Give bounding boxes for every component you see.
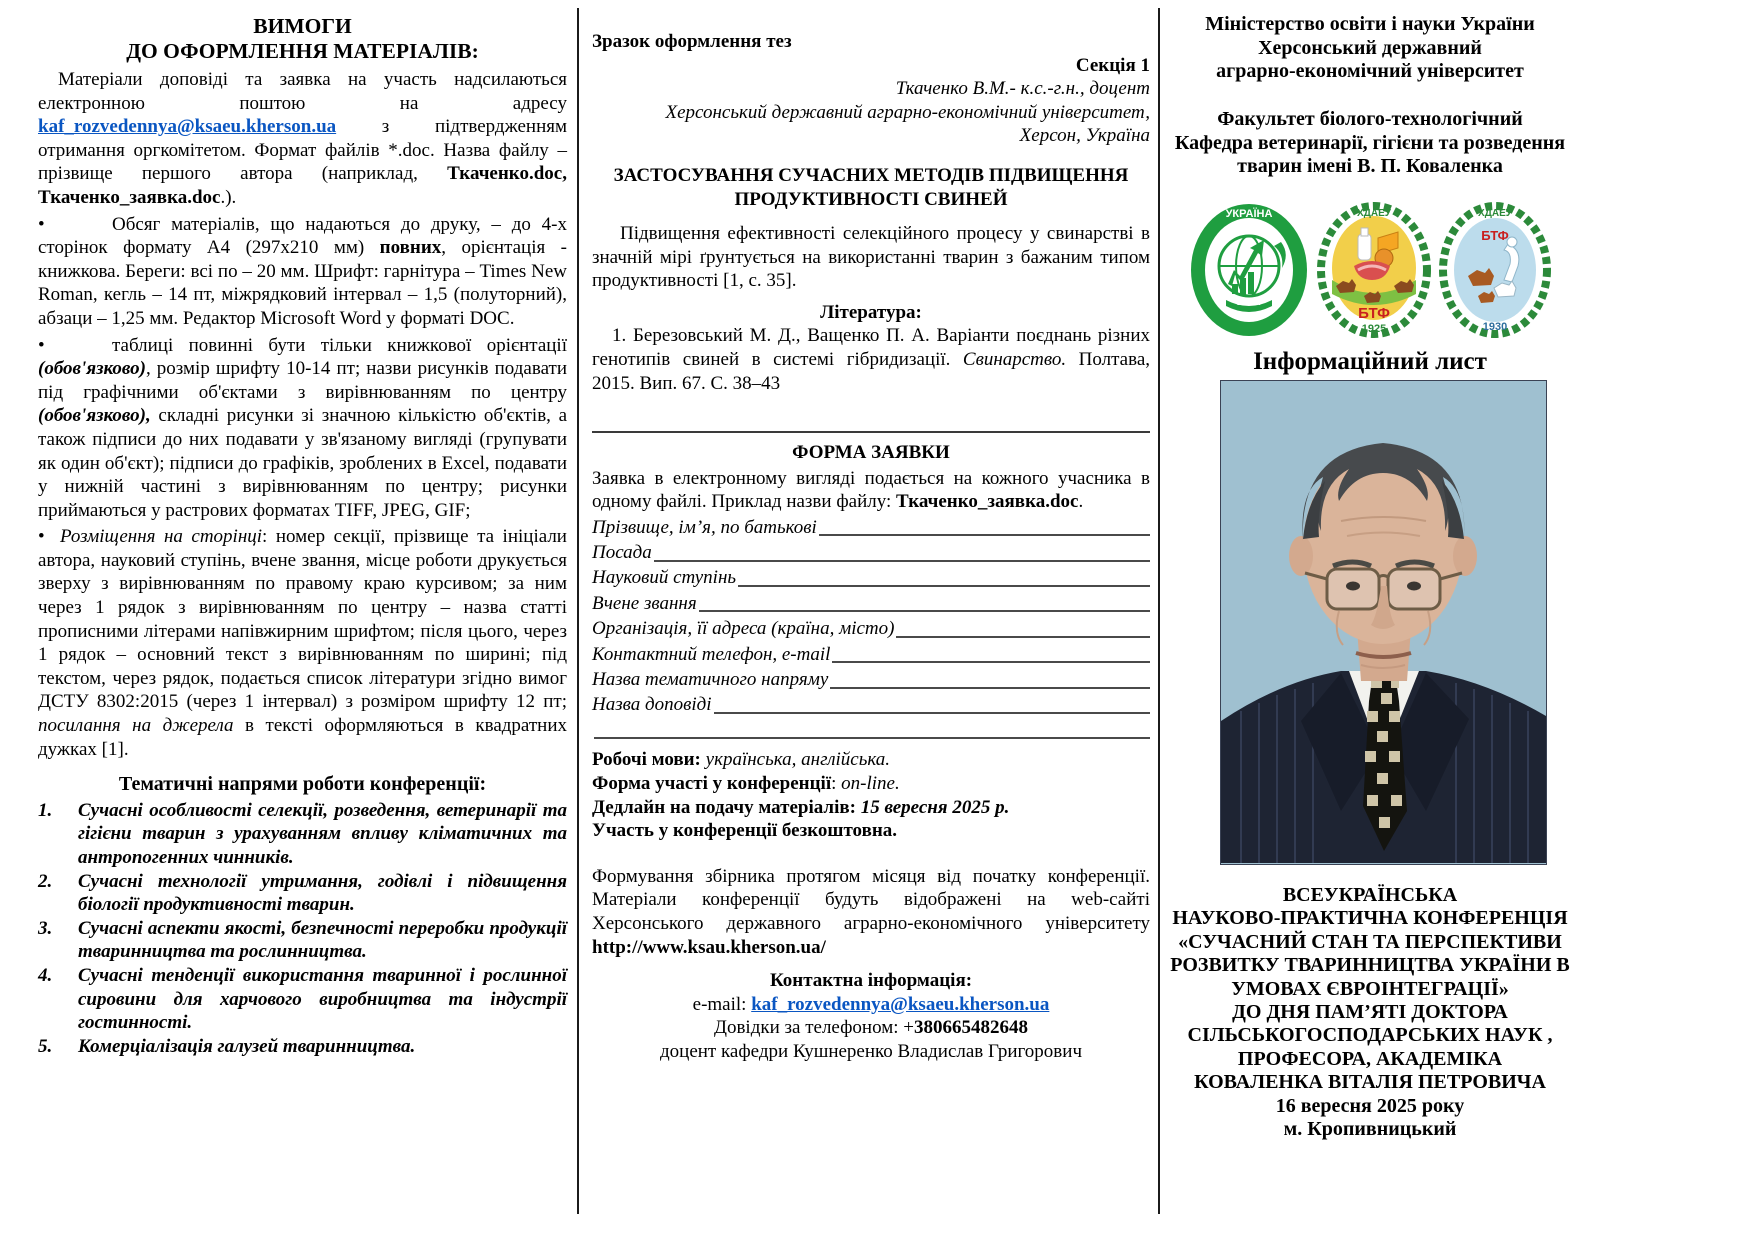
tables-text-2: , розмір шрифту 10-14 пт; назви рисунків подавати під графічними об'єктами з вирівнюванням по центру xyxy=(38,358,567,403)
submission-text-1: Матеріали доповіді та заявка на участь надсилаються електронною поштою на адресу xyxy=(38,69,567,114)
requirements-heading-line2: ДО ОФОРМЛЕННЯ МАТЕРІАЛІВ: xyxy=(126,39,479,63)
email-link[interactable]: kaf_rozvedennya@ksaeu.kherson.ua xyxy=(751,993,1050,1015)
requirements-heading-line1: ВИМОГИ xyxy=(253,14,352,38)
proceedings-text: Формування збірника протягом місяця від початку конференції. Матеріали конференції будуть відображені на web-сайті Херсонського державного аграрно-економічного університету xyxy=(592,865,1150,934)
sample-label: Зразок оформлення тез xyxy=(592,31,792,52)
phone-number: 380665482648 xyxy=(913,1017,1028,1039)
svg-text:БТФ: БТФ xyxy=(1358,305,1390,322)
column-divider-right xyxy=(1158,8,1160,1214)
portrait-image xyxy=(1221,381,1546,864)
working-languages-label: Робочі мови: xyxy=(592,749,701,771)
form-field-blank xyxy=(896,636,1150,638)
ministry-block xyxy=(1168,13,1572,84)
contact-block xyxy=(592,969,1150,1063)
conference-title-line: РОЗВИТКУ ТВАРИННИЦТВА УКРАЇНИ В xyxy=(1170,954,1570,977)
contact-phone-row xyxy=(592,1016,1150,1040)
topic-number: 4. xyxy=(38,964,53,986)
working-languages-value: українська, англійська. xyxy=(700,749,891,771)
topic-item xyxy=(38,799,567,870)
topic-item xyxy=(38,870,567,917)
faculty-line: Факультет біолого-технологічний xyxy=(1217,108,1523,130)
department-emblem-icon xyxy=(1438,200,1552,340)
requirements-heading xyxy=(38,14,567,64)
form-field-label: Організація, її адреса (країна, місто) xyxy=(592,618,895,640)
participation-colon: : xyxy=(831,773,842,795)
topic-text: Сучасні технології утримання, годівлі і підвищення біології продуктивності тварин. xyxy=(78,870,567,916)
volume-text-2: , орієнтація - книжкова. Береги: всі по – 20 мм. Шрифт: гарнітура – Times New Roman, кегль – 14 пт, міжрядковий інтервал – 1,5 (полуторний), абзаци – 1,25 мм. Редактор Microsoft Word у форматі DOC. xyxy=(38,237,567,329)
form-field-label: Назва тематичного напряму xyxy=(592,669,829,691)
conference-title-line: «СУЧАСНИЙ СТАН ТА ПЕРСПЕКТИВИ xyxy=(1178,930,1562,953)
form-intro-text-2: . xyxy=(1078,491,1084,513)
contact-email-row xyxy=(592,993,1150,1017)
svg-text:1874: 1874 xyxy=(1236,296,1262,308)
participation-label: Форма участі у конференції xyxy=(592,773,832,795)
participation-form xyxy=(592,772,1150,796)
bullet-layout xyxy=(38,525,567,761)
panel-requirements xyxy=(38,14,567,1058)
proceedings-note xyxy=(592,865,1150,959)
form-field-blank xyxy=(594,737,1150,739)
bullet-icon: • xyxy=(38,213,45,235)
phone-label: Довідки за телефоном: + xyxy=(714,1017,914,1039)
column-divider-left xyxy=(577,8,579,1214)
sample-title-line2: ПРОДУКТИВНОСТІ СВИНЕЙ xyxy=(734,188,1008,210)
form-field-label: Контактний телефон, e-mail xyxy=(592,643,831,665)
topic-item xyxy=(38,1035,567,1059)
form-intro xyxy=(592,467,1150,514)
deadline-label: Дедлайн на подачу матеріалів: xyxy=(592,796,861,818)
form-field-blank xyxy=(699,610,1150,612)
contact-heading: Контактна інформація: xyxy=(769,970,973,992)
working-languages xyxy=(592,748,1150,772)
form-field-blank xyxy=(830,687,1150,689)
faculty-emblem-icon xyxy=(1316,200,1432,340)
topic-number: 2. xyxy=(38,870,53,892)
conference-title-line: УМОВАХ ЄВРОІНТЕГРАЦІЇ» xyxy=(1231,977,1509,1000)
form-field-phone-email xyxy=(592,641,1150,666)
university-line1: Херсонський державний xyxy=(1258,36,1482,59)
form-intro-text-1: Заявка в електронному вигляді подається на кожного учасника в одному файлі. Приклад назви файлу: xyxy=(592,467,1150,513)
form-heading: ФОРМА ЗАЯВКИ xyxy=(792,442,950,464)
topic-number: 3. xyxy=(38,917,53,939)
svg-text:БТФ: БТФ xyxy=(1481,228,1509,243)
form-field-extra-line xyxy=(592,717,1150,742)
sample-city: Херсон, Україна xyxy=(1019,125,1150,147)
ministry-line: Міністерство освіти і науки України xyxy=(1205,13,1535,35)
svg-text:УКРАЇНА: УКРАЇНА xyxy=(1225,208,1273,220)
form-field-name xyxy=(592,514,1150,539)
topic-text: Комерціалізація галузей тваринництва. xyxy=(78,1035,416,1057)
submission-text-3: .). xyxy=(220,186,237,208)
portrait-photo xyxy=(1220,380,1547,865)
topic-number: 1. xyxy=(38,799,53,821)
bullet-icon: • xyxy=(38,334,45,356)
form-field-degree xyxy=(592,565,1150,590)
layout-text-1: : номер секції, прізвище та ініціали автора, науковий ступінь, вчене звання, місце роботи друкується зверху з вирівнюванням по правому краю курсивом; за ним через 1 рядок з вирівнюванням по центру – назва статті прописними літерами напівжирним шрифтом; після цього, через 1 рядок – основний текст з вирівнюванням по ширині; під текстом, через рядок, подається список літератури згідно вимог ДСТУ 8302:2015 (через 1 інтервал) з розміром шрифту 12 пт; xyxy=(38,526,567,713)
free-participation-note: Участь у конференції безкоштовна. xyxy=(592,820,898,842)
form-field-position xyxy=(592,539,1150,564)
layout-text-2: в тексті оформляються в квадратних дужках [1]. xyxy=(38,715,568,760)
reference-text-1: 1. Березовський М. Д., Ващенко П. А. Варіанти поєднань різних генотипів свиней в системі гібридизації. xyxy=(592,325,1150,370)
form-field-organization xyxy=(592,615,1150,640)
participation-value: on-line. xyxy=(841,773,900,795)
section-label: Секція 1 xyxy=(1075,54,1150,76)
panel-sample-and-form xyxy=(592,30,1150,1064)
reference-text-2: Полтава, 2015. Вип. 67. С. 38–43 xyxy=(592,348,1150,394)
tables-mandatory-1: (обов'язково) xyxy=(38,358,146,380)
emblems-row xyxy=(1168,200,1572,340)
topic-text: Сучасні тенденції використання тваринної і рослинної сировини для харчового виробництва та індустрії гостинності. xyxy=(78,964,567,1034)
contact-person: доцент кафедри Кушнеренко Владислав Григорович xyxy=(660,1040,1082,1062)
separator-line xyxy=(592,411,1150,433)
faculty-block xyxy=(1168,108,1572,179)
svg-text:1930: 1930 xyxy=(1482,321,1508,333)
form-field-label: Вчене звання xyxy=(592,592,697,614)
literature-heading: Література: xyxy=(820,301,922,323)
sample-affiliation: Херсонський державний аграрно-економічний університет, xyxy=(665,101,1150,123)
university-line2: аграрно-економічний університет xyxy=(1216,60,1524,82)
deadline xyxy=(592,796,1150,820)
bullet-tables xyxy=(38,334,567,523)
volume-text-1: Обсяг матеріалів, що надаються до друку, – до 4-х сторінок формату А4 (297х210 мм) xyxy=(38,213,567,259)
topic-item xyxy=(38,917,567,964)
form-field-blank xyxy=(654,560,1150,562)
tables-text-1: таблиці повинні бути тільки книжкової орієнтації xyxy=(112,334,567,356)
svg-text:1925: 1925 xyxy=(1361,323,1387,335)
paragraph-submission xyxy=(38,68,567,210)
form-field-title xyxy=(592,590,1150,615)
sample-title-line1: ЗАСТОСУВАННЯ СУЧАСНИХ МЕТОДІВ ПІДВИЩЕННЯ xyxy=(613,164,1129,186)
conference-date: 16 вересня 2025 року xyxy=(1275,1094,1465,1117)
email-link[interactable]: kaf_rozvedennya@ksaeu.kherson.ua xyxy=(38,116,337,138)
form-field-blank xyxy=(714,712,1150,714)
reference-journal: Свинарство. xyxy=(962,348,1067,370)
svg-text:ХДАЕУ: ХДАЕУ xyxy=(1357,208,1391,219)
conference-title-line: СІЛЬСЬКОГОСПОДАРСЬКИХ НАУК , xyxy=(1187,1024,1553,1047)
form-field-label: Прізвище, ім’я, по батькові xyxy=(592,516,817,538)
layout-italic-2: посилання на джерела xyxy=(38,715,234,737)
topic-text: Сучасні особливості селекції, розведення, ветеринарії та гігієни тварин з урахуванням впливу кліматичних та антропогенних чинників. xyxy=(78,799,567,868)
conference-title-line: ДО ДНЯ ПАМ’ЯТІ ДОКТОРА xyxy=(1232,1001,1508,1024)
reference-item xyxy=(592,324,1150,395)
conference-title-line: ВСЕУКРАЇНСЬКА xyxy=(1282,884,1458,906)
form-field-label: Науковий ступінь xyxy=(592,567,737,589)
sample-abstract: Підвищення ефективності селекційного процесу у свинарстві в значній мірі ґрунтується на використанні тварин з бажаним типом продуктивності [1, с. 35]. xyxy=(592,222,1150,292)
svg-text:ХДАЕУ: ХДАЕУ xyxy=(1478,208,1512,219)
email-label: e-mail: xyxy=(692,993,752,1015)
form-intro-filename: Ткаченко_заявка.doc xyxy=(896,491,1079,513)
form-field-topic xyxy=(592,666,1150,691)
sample-title xyxy=(592,164,1150,212)
layout-italic-1: Розміщення на сторінці xyxy=(60,526,263,548)
university-emblem-icon xyxy=(1188,200,1310,340)
form-field-label: Посада xyxy=(592,542,652,564)
conference-title-block xyxy=(1168,884,1572,1141)
department-line1: Кафедра ветеринарії, гігієни та розведення xyxy=(1174,131,1566,154)
form-field-blank xyxy=(819,534,1150,536)
topics-heading: Тематичні напрями роботи конференції: xyxy=(118,773,487,796)
form-field-blank xyxy=(832,661,1150,663)
topic-item xyxy=(38,964,567,1035)
conference-title-line: ПРОФЕСОРА, АКАДЕМІКА xyxy=(1237,1047,1503,1070)
submission-text-2: з підтвердженням отримання оргкомітетом. Формат файлів *.doc. Назва файлу – прізвище першого автора (наприклад, xyxy=(38,116,567,185)
deadline-date: 15 вересня 2025 р. xyxy=(860,796,1010,818)
form-field-blank xyxy=(738,585,1150,587)
department-line2: тварин імені В. П. Коваленка xyxy=(1237,155,1503,177)
filename-examples: Ткаченко.doc, Ткаченко_заявка.doc xyxy=(38,163,567,208)
tables-mandatory-2: (обов'язково), xyxy=(38,405,151,427)
volume-bold: повних xyxy=(379,237,442,259)
tables-text-3: складні рисунки зі значною кількістю об'єктів, а також підписи до них подавати у зв'язаному вигляді (групувати як один об'єкт); підписи до графіків, зроблених в Excel, подавати у нижній частині з вирівнюванням по центру; рисунки приймаються у растрових форматах TIFF, JPEG, GIF; xyxy=(38,405,567,521)
conference-title-line: НАУКОВО-ПРАКТИЧНА КОНФЕРЕНЦІЯ xyxy=(1172,907,1568,930)
topic-text: Сучасні аспекти якості, безпечності переробки продукції тваринництва та рослинництва. xyxy=(78,917,567,963)
sample-author: Ткаченко В.М.- к.с.-г.н., доцент xyxy=(895,78,1150,100)
topic-number: 5. xyxy=(38,1035,53,1057)
website-link[interactable]: http://www.ksau.kherson.ua/ xyxy=(592,936,826,958)
form-field-report-title xyxy=(592,692,1150,717)
bullet-volume xyxy=(38,213,567,331)
form-field-label: Назва доповіді xyxy=(592,694,712,716)
bullet-icon: • xyxy=(38,526,45,548)
info-letter-heading: Інформаційний лист xyxy=(1253,348,1487,375)
conference-city: м. Кропивницький xyxy=(1283,1118,1457,1141)
conference-title-line: КОВАЛЕНКА ВІТАЛІЯ ПЕТРОВИЧА xyxy=(1194,1071,1546,1094)
